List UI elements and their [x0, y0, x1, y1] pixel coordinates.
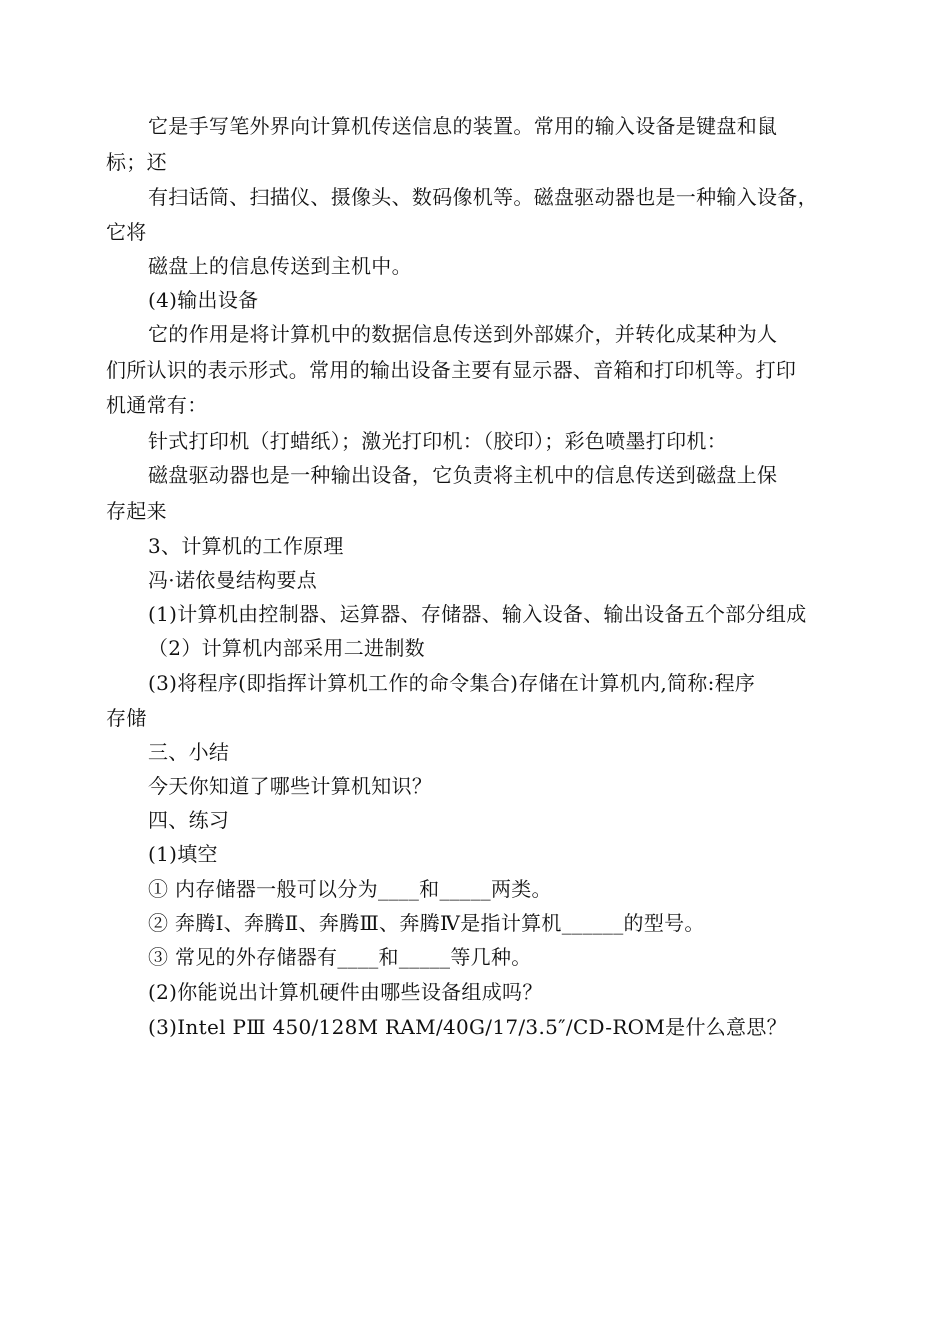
paragraph-line: 有扫话筒、扫描仪、摄像头、数码像机等。磁盘驱动器也是一种输入设备，: [148, 185, 818, 209]
paragraph-line: 存储: [106, 706, 147, 730]
section-heading: (4)输出设备: [148, 288, 259, 312]
paragraph-line: 磁盘上的信息传送到主机中。: [148, 254, 412, 278]
paragraph-line: 它是手写笔外界向计算机传送信息的装置。常用的输入设备是键盘和鼠: [148, 114, 778, 138]
exercise-item: ③ 常见的外存储器有____和_____等几种。: [148, 945, 532, 969]
paragraph-line: 标；还: [106, 150, 167, 174]
list-item: (1)填空: [148, 842, 218, 866]
paragraph-line: 今天你知道了哪些计算机知识？: [148, 774, 433, 798]
paragraph-line: 冯·诺依曼结构要点: [148, 568, 318, 592]
paragraph-line: 针式打印机（打蜡纸）；激光打印机：（胶印）；彩色喷墨打印机：: [148, 429, 727, 453]
exercise-item: ② 奔腾Ⅰ、奔腾Ⅱ、奔腾Ⅲ、奔腾Ⅳ是指计算机______的型号。: [148, 911, 705, 935]
paragraph-line: 机通常有：: [106, 393, 208, 417]
paragraph-line: 磁盘驱动器也是一种输出设备，它负责将主机中的信息传送到磁盘上保: [148, 463, 778, 487]
paragraph-line: 它的作用是将计算机中的数据信息传送到外部媒介，并转化成某种为人: [148, 322, 778, 346]
list-item: (2)你能说出计算机硬件由哪些设备组成吗？: [148, 980, 543, 1004]
exercise-item: ① 内存储器一般可以分为____和_____两类。: [148, 877, 552, 901]
section-heading: 四、练习: [148, 808, 230, 832]
list-item: （2）计算机内部采用二进制数: [148, 636, 425, 660]
paragraph-line: 们所认识的表示形式。常用的输出设备主要有显示器、音箱和打印机等。打印: [106, 358, 797, 382]
list-item: (3)将程序(即指挥计算机工作的命令集合)存储在计算机内,简称:程序: [148, 671, 756, 695]
section-heading: 3、计算机的工作原理: [148, 534, 344, 558]
paragraph-line: 它将: [106, 220, 147, 244]
paragraph-line: 存起来: [106, 499, 167, 523]
section-heading: 三、小结: [148, 740, 230, 764]
list-item: (3)Intel PⅢ 450/128M RAM/40G/17/3.5″/CD-ROM是什么意思？: [148, 1015, 787, 1039]
list-item: (1)计算机由控制器、运算器、存储器、输入设备、输出设备五个部分组成: [148, 602, 807, 626]
